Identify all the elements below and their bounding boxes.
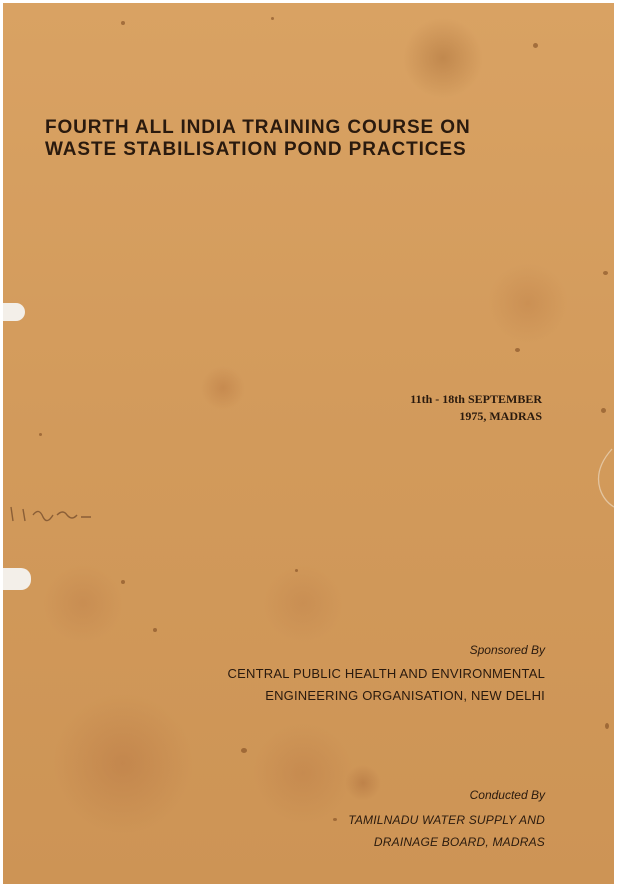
sponsor-label: Sponsored By [469,643,545,657]
title-line-2: WASTE STABILISATION POND PRACTICES [45,139,467,160]
conductor-name-line-1: TAMILNADU WATER SUPPLY AND [348,813,545,827]
binding-tab [3,303,25,321]
sponsor-section [228,641,545,707]
event-dates: 11th - 18th SEPTEMBER [410,392,542,406]
stain-speck [603,271,608,275]
sponsor-name-line-2: ENGINEERING ORGANISATION, NEW DELHI [265,688,545,703]
document-cover [3,3,614,884]
stain-speck [241,748,247,753]
stain-speck [153,628,157,632]
event-date-place [410,391,542,425]
event-year-place: 1975, MADRAS [459,409,542,423]
stain-speck [271,17,274,20]
stain-speck [121,21,125,25]
conductor-section [348,786,545,853]
binding-tab [3,568,31,590]
handwritten-mark [7,503,97,525]
title-line-1: FOURTH ALL INDIA TRAINING COURSE ON [45,117,471,138]
conductor-label: Conducted By [469,788,545,802]
stain-speck [333,818,337,821]
stain-speck [533,43,538,48]
stain-speck [39,433,42,436]
stain-speck [295,569,298,572]
stain-speck [601,408,606,413]
stain-speck [515,348,520,352]
stain-speck [121,580,125,584]
stain-speck [605,723,609,729]
sponsor-name-line-1: CENTRAL PUBLIC HEALTH AND ENVIRONMENTAL [227,666,545,681]
document-title [45,117,585,161]
conductor-name-line-2: DRAINAGE BOARD, MADRAS [373,835,545,849]
edge-scratch [574,443,614,513]
